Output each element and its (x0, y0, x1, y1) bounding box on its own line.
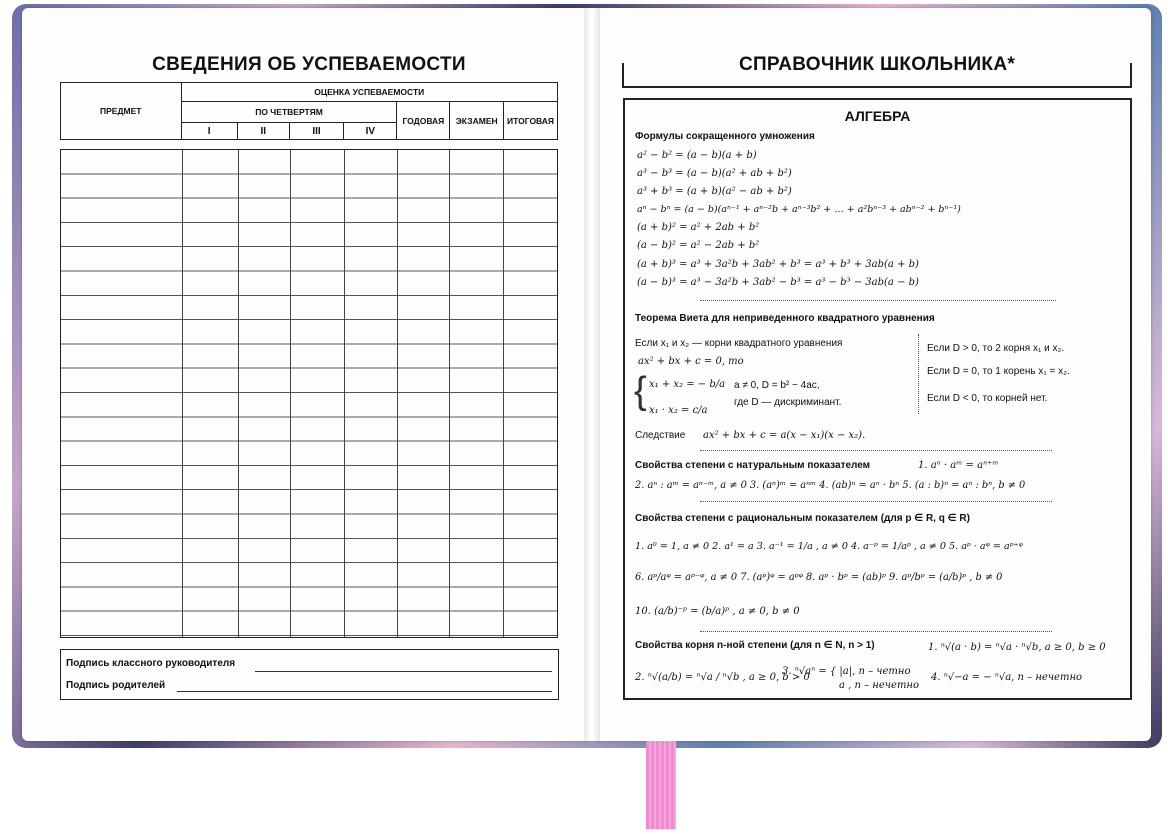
divider-2 (700, 450, 1052, 451)
formula-2: a³ − b³ = (a − b)(a² + ab + b²) (637, 168, 792, 179)
rational-power-10: 10. (a/b)⁻ᵖ = (b/a)ᵖ , a ≠ 0, b ≠ 0 (635, 606, 800, 617)
grades-table-header (60, 82, 558, 140)
right-title-frame (622, 63, 1132, 88)
vieta-title: Теорема Виета для неприведенного квадратного уравнения (635, 313, 935, 324)
exam-header: ЭКЗАМЕН (450, 102, 504, 140)
root-title: Свойства корня n-ной степени (для n ∈ N, n > 1) (635, 640, 875, 651)
vieta-condition-1: a ≠ 0, D = b² − 4ac, (734, 380, 820, 391)
bookmark-ribbon[interactable] (646, 741, 676, 829)
corollary-formula: ax² + bx + c = a(x − x₁)(x − x₂). (703, 430, 866, 441)
system-brace: { (634, 370, 647, 412)
vieta-case-1: Если D > 0, то 2 корня x₁ и x₂. (927, 343, 1065, 354)
formula-3: a³ + b³ = (a + b)(a² − ab + b²) (637, 186, 792, 197)
grades-header: ОЦЕНКА УСПЕВАЕМОСТИ (181, 83, 557, 102)
root-property-4: 4. ⁿ√−a = − ⁿ√a, n – нечетно (931, 672, 1083, 683)
vieta-case-3: Если D < 0, то корней нет. (927, 393, 1048, 404)
formula-5: (a + b)² = a² + 2ab + b² (637, 222, 760, 233)
section-title: АЛГЕБРА (844, 108, 911, 124)
root-property-1: 1. ⁿ√(a · b) = ⁿ√a · ⁿ√b, a ≥ 0, b ≥ 0 (928, 642, 1106, 653)
divider-3 (700, 501, 1052, 502)
natural-power-1: 1. aⁿ · aᵐ = aⁿ⁺ᵐ (918, 460, 999, 471)
vieta-condition-2: где D — дискриминант. (734, 397, 842, 408)
grades-entry-grid[interactable] (60, 149, 558, 638)
rational-power-1-5: 1. a⁰ = 1, a ≠ 0 2. a¹ = a 3. a⁻¹ = 1/a , a ≠ 0 4. a⁻ᵖ = 1/aᵖ , a ≠ 0 5. aᵖ · aᵠ = aᵖ⁺ᵠ (635, 541, 1023, 552)
notebook-spine (584, 8, 600, 741)
formula-7: (a + b)³ = a³ + 3a²b + 3ab² + b³ = a³ + b³ + 3ab(a + b) (637, 259, 919, 270)
right-page-title: СПРАВОЧНИК ШКОЛЬНИКА* (738, 54, 1016, 75)
root-property-3b: a , n – нечетно (839, 680, 920, 691)
parents-signature-line[interactable] (177, 691, 552, 692)
quarter-4-header: IV (344, 123, 397, 140)
vieta-sum: x₁ + x₂ = − b/a (649, 379, 726, 390)
final-header: ИТОГОВАЯ (504, 102, 558, 140)
natural-power-2-5: 2. aⁿ : aᵐ = aⁿ⁻ᵐ, a ≠ 0 3. (aⁿ)ᵐ = aⁿᵐ 4. (ab)ⁿ = aⁿ · bⁿ 5. (a : b)ⁿ = aⁿ : bⁿ, b ≠ 0 (635, 480, 1026, 491)
rational-power-6-9: 6. aᵖ/aᵠ = aᵖ⁻ᵠ, a ≠ 0 7. (aᵖ)ᵠ = aᵖᵠ 8. aᵖ · bᵖ = (ab)ᵖ 9. aᵖ/bᵖ = (a/b)ᵖ , b ≠ 0 (635, 572, 1003, 583)
corollary-label: Следствие (635, 430, 686, 441)
formula-1: a² − b² = (a − b)(a + b) (637, 150, 757, 161)
quarter-1-header: I (181, 123, 237, 140)
natural-power-title: Свойства степени с натуральным показателем (635, 460, 871, 471)
parents-signature-label: Подпись родителей (66, 680, 166, 691)
divider-4 (700, 631, 1052, 632)
vieta-divider (918, 334, 919, 414)
formula-8: (a − b)³ = a³ − 3a²b + 3ab² − b³ = a³ − b³ − 3ab(a − b) (637, 277, 919, 288)
formulas-title: Формулы сокращенного умножения (635, 131, 815, 142)
teacher-signature-line[interactable] (255, 671, 552, 672)
vieta-product: x₁ · x₂ = c/a (649, 405, 708, 416)
subject-header: ПРЕДМЕТ (61, 83, 182, 140)
vieta-case-2: Если D = 0, то 1 корень x₁ = x₂. (927, 366, 1070, 377)
quarters-header: ПО ЧЕТВЕРТЯМ (181, 102, 397, 123)
root-property-3a: 3. ⁿ√aⁿ = { |a|, n – четно (782, 666, 911, 677)
left-page-title: СВЕДЕНИЯ ОБ УСПЕВАЕМОСТИ (152, 54, 466, 75)
root-property-2: 2. ⁿ√(a/b) = ⁿ√a / ⁿ√b , a ≥ 0, b > 0 (635, 672, 810, 683)
vieta-line-2: ax² + bx + c = 0, то (638, 356, 744, 367)
formula-6: (a − b)² = a² − 2ab + b² (637, 240, 760, 251)
formula-4: aⁿ − bⁿ = (a − b)(aⁿ⁻¹ + aⁿ⁻²b + aⁿ⁻³b² + … + a²bⁿ⁻³ + abⁿ⁻² + bⁿ⁻¹) (637, 204, 961, 215)
rational-power-title: Свойства степени с рациональным показателем (для p ∈ R, q ∈ R) (635, 513, 970, 524)
quarter-2-header: II (237, 123, 289, 140)
divider-1 (700, 300, 1056, 301)
teacher-signature-label: Подпись классного руководителя (66, 658, 236, 669)
vieta-line-1: Если x₁ и x₂ — корни квадратного уравнения (635, 338, 843, 349)
yearly-header: ГОДОВАЯ (397, 102, 450, 140)
quarter-3-header: III (289, 123, 343, 140)
signatures-box (60, 649, 559, 700)
